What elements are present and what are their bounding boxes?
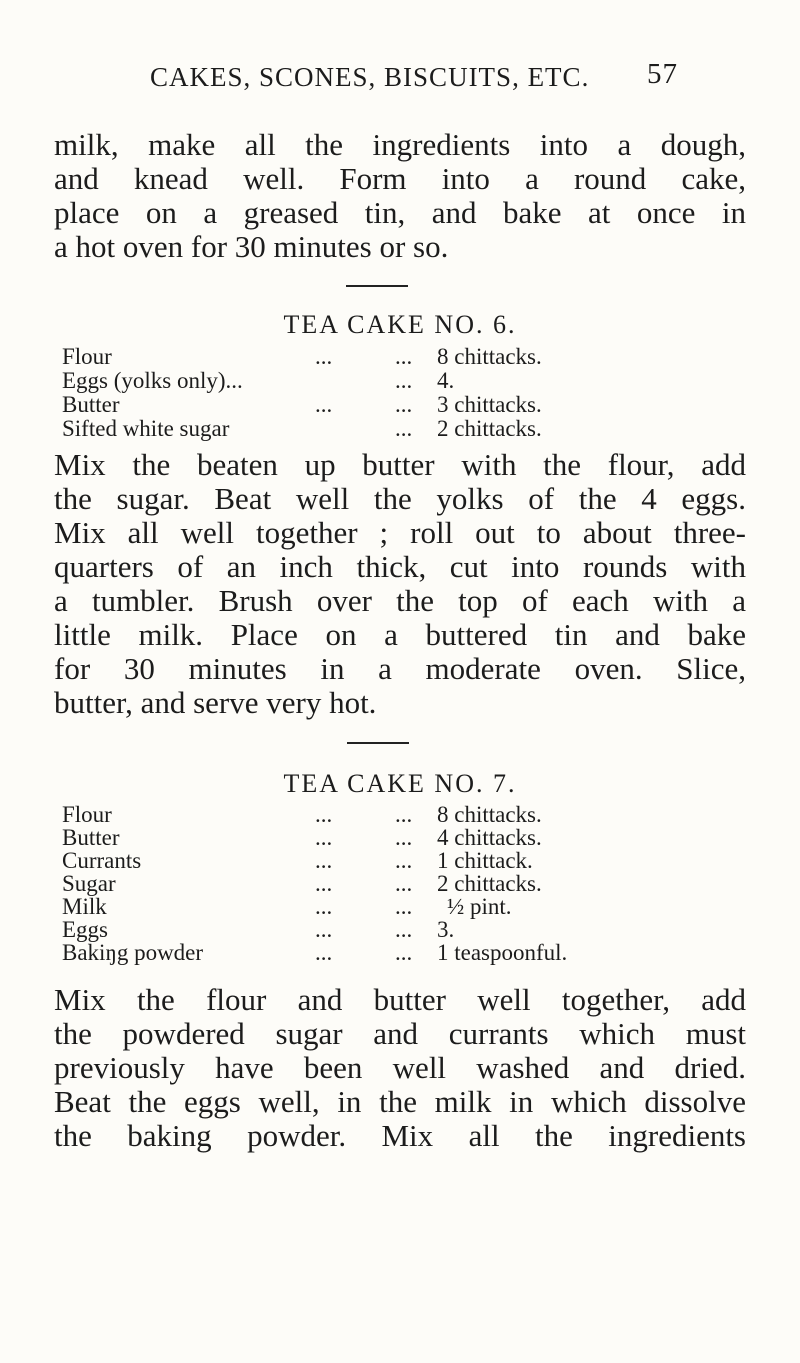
leader-dots: ... bbox=[395, 940, 413, 965]
text-line: milk, make all the ingredients into a dough, bbox=[54, 127, 746, 162]
ingredient-row bbox=[62, 940, 762, 963]
recipe-6-title: TEA CAKE NO. 6. bbox=[283, 310, 517, 339]
leader-dots: ... bbox=[315, 848, 333, 873]
ingredient-quantity: 3 chittacks. bbox=[437, 392, 542, 417]
ingredient-name: Flour bbox=[62, 344, 112, 369]
text-line: the baking powder. Mix all the ingredients bbox=[54, 1118, 746, 1153]
ingredient-quantity: 2 chittacks. bbox=[437, 871, 542, 896]
leader-dots: ... bbox=[395, 894, 413, 919]
leader-dots: ... bbox=[315, 871, 333, 896]
text-line: the sugar. Beat well the yolks of the 4 eggs. bbox=[54, 481, 746, 516]
page-number: 57 bbox=[647, 58, 678, 90]
text-line: Beat the eggs well, in the milk in which dissolve bbox=[54, 1084, 746, 1119]
ingredient-row bbox=[62, 802, 762, 825]
text-line: a tumbler. Brush over the top of each with a bbox=[54, 583, 746, 618]
recipe-7-method bbox=[54, 983, 746, 1153]
ingredient-row bbox=[62, 416, 762, 440]
header-title: CAKES, SCONES, BISCUITS, ETC. bbox=[150, 62, 590, 92]
ingredient-name: Eggs (yolks only)... bbox=[62, 368, 243, 393]
text-line: Mix the beaten up butter with the flour, add bbox=[54, 447, 746, 482]
recipe-7-title: TEA CAKE NO. 7. bbox=[283, 769, 517, 798]
section-divider bbox=[346, 285, 408, 287]
ingredient-row bbox=[62, 825, 762, 848]
ingredient-name: Sifted white sugar bbox=[62, 416, 230, 441]
leader-dots: ... bbox=[315, 917, 333, 942]
ingredient-name: Flour bbox=[62, 802, 112, 827]
ingredient-row bbox=[62, 871, 762, 894]
text-line: the powdered sugar and currants which must bbox=[54, 1016, 746, 1051]
intro-paragraph bbox=[54, 128, 746, 264]
leader-dots: ... bbox=[395, 368, 413, 393]
text-line: previously have been well washed and dried. bbox=[54, 1050, 746, 1085]
text-line: quarters of an inch thick, cut into rounds with bbox=[54, 549, 746, 584]
ingredient-name: Butter bbox=[62, 825, 120, 850]
ingredient-quantity: 2 chittacks. bbox=[437, 416, 542, 441]
leader-dots: ... bbox=[315, 392, 333, 417]
section-divider bbox=[347, 742, 409, 744]
text-line: little milk. Place on a buttered tin and bake bbox=[54, 617, 746, 652]
ingredient-name: Eggs bbox=[62, 917, 108, 942]
leader-dots: ... bbox=[395, 392, 413, 417]
ingredient-quantity: 8 chittacks. bbox=[437, 344, 542, 369]
text-line: butter, and serve very hot. bbox=[54, 685, 377, 720]
ingredient-quantity: 3. bbox=[437, 917, 455, 942]
ingredient-row bbox=[62, 894, 762, 917]
ingredient-quantity: 1 chittack. bbox=[437, 848, 533, 873]
ingredient-name: Sugar bbox=[62, 871, 116, 896]
ingredient-quantity: 4. bbox=[437, 368, 455, 393]
text-line: place on a greased tin, and bake at once in bbox=[54, 195, 746, 230]
ingredient-name: Currants bbox=[62, 848, 142, 873]
text-line: and knead well. Form into a round cake, bbox=[54, 161, 746, 196]
leader-dots: ... bbox=[395, 825, 413, 850]
text-line: a hot oven for 30 minutes or so. bbox=[54, 229, 449, 264]
ingredient-quantity: 1 teaspoonful. bbox=[437, 940, 568, 965]
text-line: Mix the flour and butter well together, add bbox=[54, 982, 746, 1017]
leader-dots: ... bbox=[315, 940, 333, 965]
leader-dots: ... bbox=[315, 344, 333, 369]
leader-dots: ... bbox=[395, 802, 413, 827]
recipe-6-method bbox=[54, 448, 746, 720]
leader-dots: ... bbox=[395, 871, 413, 896]
ingredient-quantity: ½ pint. bbox=[447, 894, 512, 919]
leader-dots: ... bbox=[395, 344, 413, 369]
ingredient-row bbox=[62, 392, 762, 416]
ingredient-name: Milk bbox=[62, 894, 107, 919]
text-line: for 30 minutes in a moderate oven. Slice, bbox=[54, 651, 746, 686]
leader-dots: ... bbox=[395, 917, 413, 942]
leader-dots: ... bbox=[395, 416, 413, 441]
leader-dots: ... bbox=[315, 802, 333, 827]
leader-dots: ... bbox=[395, 848, 413, 873]
ingredient-quantity: 4 chittacks. bbox=[437, 825, 542, 850]
ingredient-row bbox=[62, 344, 762, 368]
ingredient-row bbox=[62, 368, 762, 392]
ingredient-row bbox=[62, 917, 762, 940]
ingredient-name: Butter bbox=[62, 392, 120, 417]
text-line: Mix all well together ; roll out to about three- bbox=[54, 515, 746, 550]
ingredient-row bbox=[62, 848, 762, 871]
recipe-7-ingredients bbox=[62, 802, 762, 963]
ingredient-quantity: 8 chittacks. bbox=[437, 802, 542, 827]
leader-dots: ... bbox=[315, 825, 333, 850]
recipe-6-ingredients bbox=[62, 344, 762, 440]
ingredient-name: Bakiŋg powder bbox=[62, 940, 204, 965]
leader-dots: ... bbox=[315, 894, 333, 919]
